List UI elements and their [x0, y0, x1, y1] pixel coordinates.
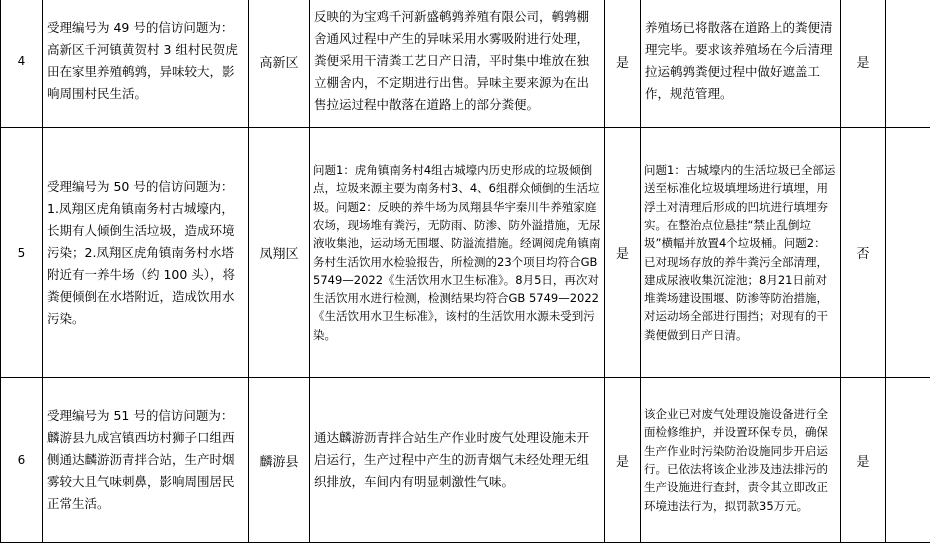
- empty-cell: [886, 0, 930, 128]
- row-number: 5: [1, 128, 43, 378]
- table-row: [1, 378, 930, 543]
- issue-cell: 受理编号为 50 号的信访问题为：1.凤翔区虎角镇南务村古城壕内，长期有人倾倒生活垃圾，造成环境污染；2.凤翔区虎角镇南务村水塔附近有一养牛场（约 100 头），将粪便倾倒在水塔附近，造成饮用水污染。: [43, 128, 249, 378]
- handling-cell: 该企业已对废气处理设施设备进行全面检修维护，并设置环保专员，确保生产作业时污染防治设施同步开启运行。已依法将该企业涉及违法排污的生产设施进行查封，责令其立即改正环境违法行为，拟罚款35万元。: [641, 378, 841, 543]
- row-number: 4: [1, 0, 43, 128]
- table-row: [1, 128, 930, 378]
- empty-cell: [886, 378, 930, 543]
- closed-cell: 是: [841, 0, 886, 128]
- closed-cell: 是: [841, 378, 886, 543]
- table-row: [1, 0, 930, 128]
- closed-cell: 否: [841, 128, 886, 378]
- district-cell: 麟游县: [249, 378, 310, 543]
- handling-cell: 养殖场已将散落在道路上的粪便清理完毕。要求该养殖场在今后清理拉运鹌鹑粪便过程中做好遮盖工作，规范管理。: [641, 0, 841, 128]
- finding-cell: 问题1：虎角镇南务村4组古城壕内历史形成的垃圾倾倒点，垃圾来源主要为南务村3、4、6组群众倾倒的生活垃圾。问题2：反映的养牛场为凤翔县华宇秦川牛养殖家庭农场，现场堆有粪污，无防雨、防渗、防外溢措施，无尿液收集池，运动场无围堰、防溢流措施。经调阅虎角镇南务村生活饮用水检验报告，所检测的23个项目均符合GB 5749—2022《生活饮用水卫生标准》。8月5日，再次对生活饮用水进行检测，检测结果均符合GB 5749—2022《生活饮用水卫生标准》，该村的生活饮用水源未受到污染。: [310, 128, 605, 378]
- issue-cell: 受理编号为 51 号的信访问题为：麟游县九成宫镇西坊村狮子口组西侧通达麟游沥青拌合站，生产时烟雾较大且气味刺鼻，影响周围居民正常生活。: [43, 378, 249, 543]
- verified-cell: 是: [605, 128, 641, 378]
- finding-cell: 反映的为宝鸡千河新盛鹌鹑养殖有限公司，鹌鹑棚舍通风过程中产生的异味采用水雾吸附进行处理，粪便采用干清粪工艺日产日清，平时集中堆放在独立棚舍内，不定期进行出售。异味主要来源为在出售拉运过程中散落在道路上的部分粪便。: [310, 0, 605, 128]
- finding-cell: 通达麟游沥青拌合站生产作业时废气处理设施未开启运行，生产过程中产生的沥青烟气未经处理无组织排放，车间内有明显刺激性气味。: [310, 378, 605, 543]
- district-cell: 凤翔区: [249, 128, 310, 378]
- verified-cell: 是: [605, 378, 641, 543]
- issue-cell: 受理编号为 49 号的信访问题为：高新区千河镇黄贺村 3 组村民贺虎田在家里养殖鹌鹑，异味较大，影响周围村民生活。: [43, 0, 249, 128]
- district-cell: 高新区: [249, 0, 310, 128]
- verified-cell: 是: [605, 0, 641, 128]
- handling-cell: 问题1：古城壕内的生活垃圾已全部运送至标准化垃圾填埋场进行填埋，用浮土对清理后形成的凹坑进行填埋夯实。在整治点位悬挂“禁止乱倒垃圾”横幅并放置4个垃圾桶。问题2：已对现场存放的养牛粪污全部清理，建成尿液收集沉淀池；8月21日前对堆粪场建设围堰、防渗等防治措施，对运动场全部进行围挡；对现有的干粪便做到日产日清。: [641, 128, 841, 378]
- row-number: 6: [1, 378, 43, 543]
- empty-cell: [886, 128, 930, 378]
